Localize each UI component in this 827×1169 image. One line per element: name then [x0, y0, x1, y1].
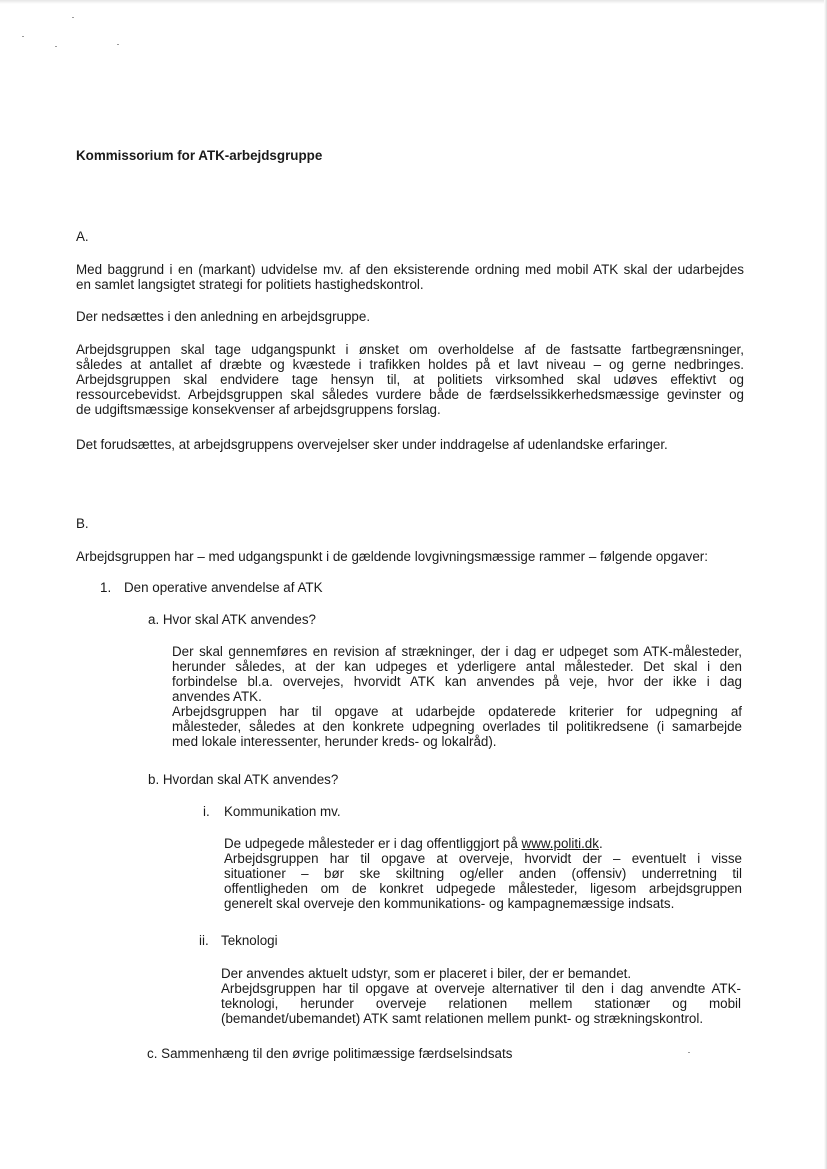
- subitem-b-ii-body: [221, 966, 741, 1026]
- text-line: Arbejdsgruppen har til opgave at overveje, hvorvidt der – eventuelt i visse: [224, 851, 742, 866]
- list-item-1-number: 1.: [100, 580, 112, 595]
- scan-speck: [688, 1052, 690, 1053]
- text-line: de udgiftsmæssige konsekvenser af arbejdsgruppens forslag.: [76, 402, 441, 417]
- politi-dk-link[interactable]: www.politi.dk: [521, 836, 599, 851]
- subitem-b-i-body: [224, 836, 742, 911]
- section-a-paragraph-4: [76, 437, 668, 452]
- scan-speck: [72, 17, 74, 18]
- text-line: en samlet langsigtet strategi for politiets hastighedskontrol.: [76, 277, 424, 292]
- text-line: situationer – bør ske skiltning og/eller anden (offensiv) underretning til: [224, 866, 742, 881]
- list-item-1-label: Den operative anvendelse af ATK: [124, 580, 323, 595]
- text-line: Det forudsættes, at arbejdsgruppens overvejelser sker under inddragelse af udenlandske erfaringer.: [76, 437, 668, 452]
- text-fragment: .: [598, 836, 603, 851]
- text-line: Med baggrund i en (markant) udvidelse mv. af den eksisterende ordning med mobil ATK skal der udarbejdes: [76, 262, 744, 277]
- subitem-a-label: a. Hvor skal ATK anvendes?: [148, 612, 316, 627]
- document-title: Kommissorium for ATK-arbejdsgruppe: [76, 148, 323, 163]
- text-line: anvendes ATK.: [172, 689, 262, 704]
- text-line: herunder således, at der kan udpeges et yderligere antal målesteder. Det skal i den: [172, 659, 742, 674]
- text-line: (bemandet/ubemandet) ATK samt relationen mellem punkt- og strækningskontrol.: [221, 1011, 704, 1026]
- subitem-b-ii-label: Teknologi: [221, 933, 278, 948]
- text-line: målesteder, således at den konkrete udpegning overlades til politikredsene (i samarbejde: [172, 719, 742, 734]
- text-line: Arbejdsgruppen har til opgave at udarbejde opdaterede kriterier for udpegning af: [172, 704, 742, 719]
- text-line: [224, 836, 742, 851]
- scan-speck: [55, 46, 57, 47]
- section-b-intro: Arbejdsgruppen har – med udgangspunkt i de gældende lovgivningsmæssige rammer – følgende opgaver:: [76, 549, 708, 564]
- section-a-heading: A.: [76, 229, 89, 244]
- section-a-paragraph-1: [76, 262, 744, 292]
- subitem-b-i-label: Kommunikation mv.: [224, 804, 341, 819]
- subitem-a-body: [172, 644, 742, 749]
- text-line: forbindelse bl.a. overvejes, hvorvidt ATK kan anvendes på veje, hvor der ikke i dag: [172, 674, 742, 689]
- section-a-paragraph-3: [76, 342, 744, 417]
- text-line: med lokale interessenter, herunder kreds- og lokalråd).: [172, 734, 497, 749]
- subitem-b-label: b. Hvordan skal ATK anvendes?: [148, 772, 339, 787]
- subitem-b-i-number: i.: [203, 804, 210, 819]
- text-line: offentligheden om de konkret udpegede målesteder, ligesom arbejdsgruppen: [224, 881, 742, 896]
- text-line: teknologi, herunder overveje relationen mellem stationær og mobil: [221, 996, 741, 1011]
- scan-edge-top: [0, 0, 827, 4]
- scan-speck: [117, 44, 119, 45]
- text-line: Der anvendes aktuelt udstyr, som er placeret i biler, der er bemandet.: [221, 966, 632, 981]
- section-a-paragraph-2: [76, 309, 370, 324]
- text-line: Arbejdsgruppen skal tage udgangspunkt i ønsket om overholdelse af de fastsatte fartbegrænsninger,: [76, 342, 744, 357]
- text-fragment: De udpegede målesteder er i dag offentliggjort på: [224, 836, 522, 851]
- section-b-heading: B.: [76, 516, 89, 531]
- text-line: Arbejdsgruppen skal endvidere tage hensyn til, at politiets virksomhed skal udøves effektivt og: [76, 372, 744, 387]
- subitem-c-label: c. Sammenhæng til den øvrige politimæssige færdselsindsats: [147, 1046, 513, 1061]
- text-line: Der skal gennemføres en revision af strækninger, der i dag er udpeget som ATK-målesteder,: [172, 644, 742, 659]
- text-line: Der nedsættes i den anledning en arbejdsgruppe.: [76, 309, 371, 324]
- text-line: ressourcebevidst. Arbejdsgruppen skal således vurdere både de færdselssikkerhedsmæssige gevinster og: [76, 387, 744, 402]
- text-line: generelt skal overveje den kommunikations- og kampagnemæssige indsats.: [224, 896, 675, 911]
- scan-speck: [22, 36, 24, 37]
- text-line: Arbejdsgruppen har til opgave at overveje alternativer til den i dag anvendte ATK-: [221, 981, 741, 996]
- text-line: således at antallet af dræbte og kvæstede i trafikken holdes på et lavt niveau – og gerne nedbringes.: [76, 357, 744, 372]
- subitem-b-ii-number: ii.: [199, 933, 209, 948]
